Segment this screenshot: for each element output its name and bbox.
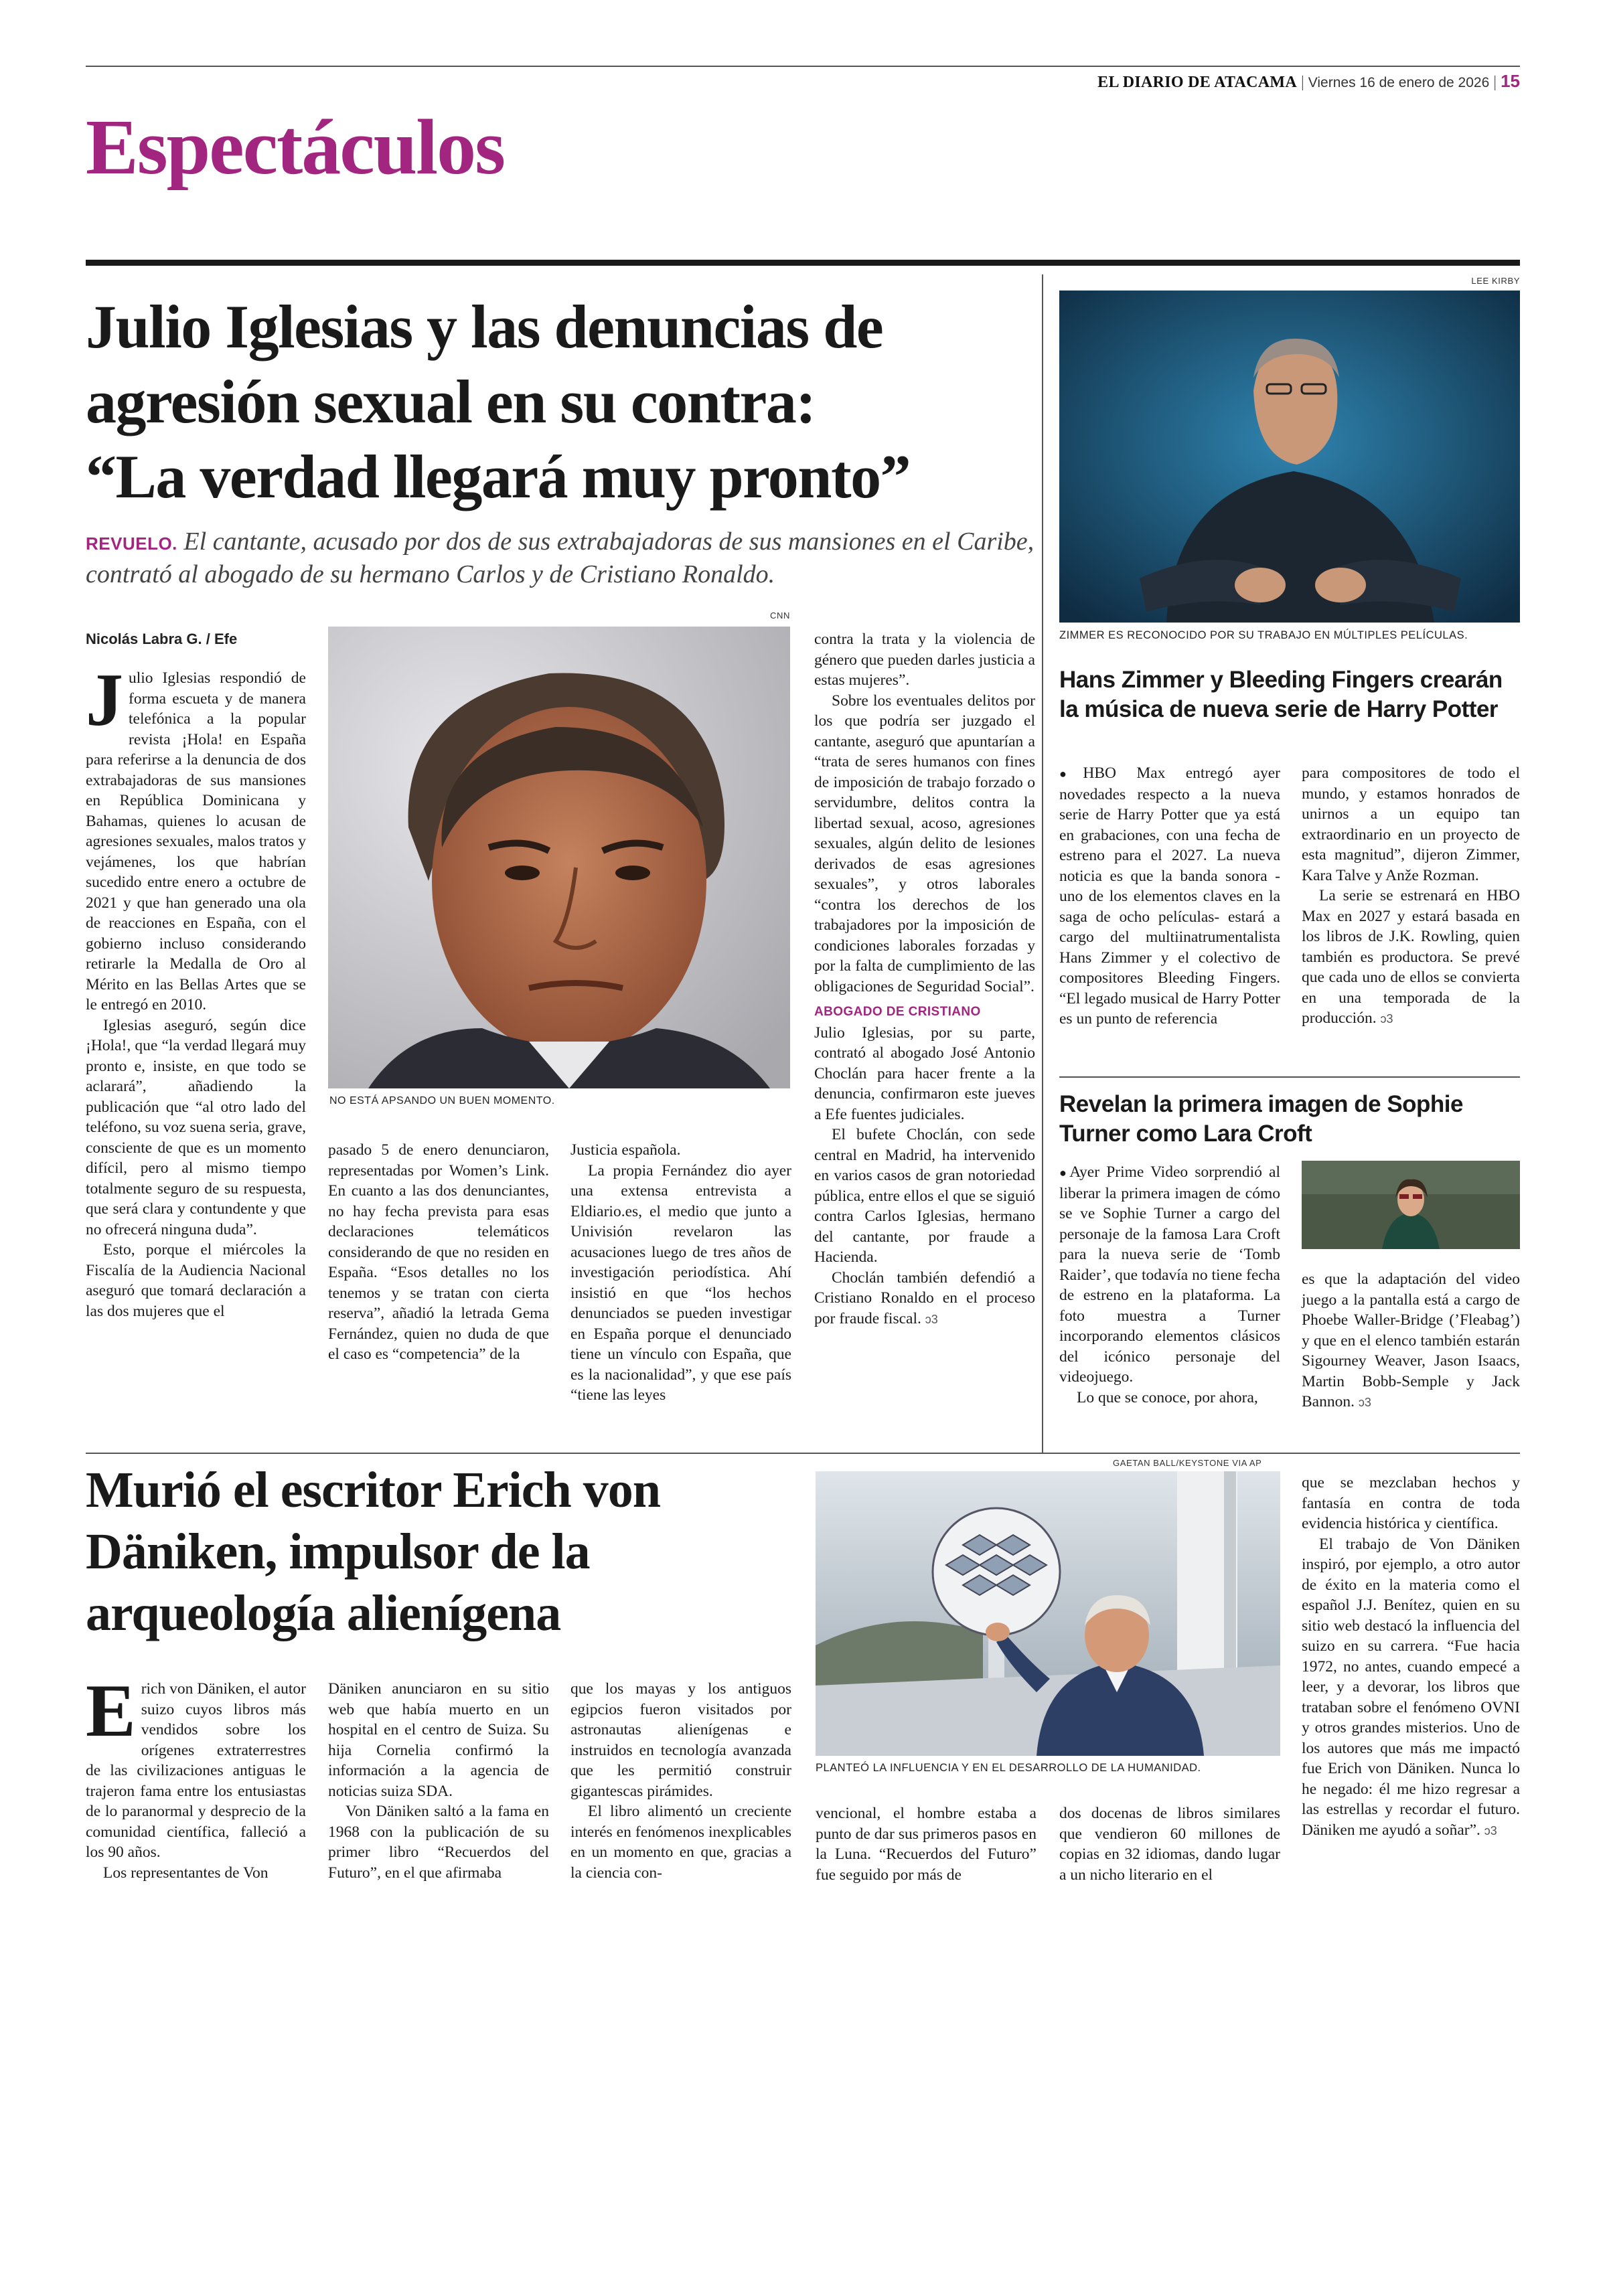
julio-iglesias-photo (328, 627, 790, 1088)
dropcap-e: E (86, 1669, 136, 1752)
daniken-col2-para-2: Von Däniken saltó a la fama en 1968 con la publicación de su primer libro “Recuerdos del Futuro”, en el que afirmaba (328, 1803, 549, 1882)
daniken-col3-para-2: El libro alimentó un creciente interés en fenómenos inexplicables en un momento en que, gracias a la ciencia con- (570, 1803, 791, 1882)
zimmer-headline: Hans Zimmer y Bleeding Fingers crearán la música de nueva serie de Harry Potter (1059, 667, 1503, 722)
zimmer-col1-para: ●HBO Max entregó ayer novedades respecto a la nueva serie de Harry Potter que ya está en grabaciones, con una fecha de estreno para el 2027. La nueva noticia es que la banda sonora -uno de los elementos claves en la saga de ocho películas- estará a cargo del multiinatrumentalista Hans Zimmer y el colectivo de compositores Bleeding Fingers. “El legado musical de Harry Potter es un punto de referencia (1059, 764, 1280, 1028)
running-head: EL DIARIO DE ATACAMA | Viernes 16 de enero de 2026 | 15 (1097, 71, 1520, 91)
daniken-column-6 (1302, 1473, 1520, 1928)
main-column-3 (570, 1140, 791, 1448)
hans-zimmer-photo (1059, 291, 1520, 623)
main-col4-para-4: El bufete Choclán, con sede central en Madrid, ha intervenido en varios casos de gran notoriedad pública, entre ellos el que se siguió contra Carlos Iglesias, hermano del cantante, por fraude a Hacienda. (814, 1126, 1035, 1266)
daniken-headline-line-2: Däniken, impulsor de la (86, 1524, 590, 1580)
main-col3-para-2: La propia Fernández dio ayer una extensa entrevista a Eldiario.es, el medio que junto a Univisión revelaron las acusaciones luego de tres años de investigación periodística. Ahí insistió en que “los hechos denunciados se pueden investigar en España porque el denunciado tiene un vínculo con España, que es la nacionalidad”, y que ese país “tiene las leyes (570, 1161, 791, 1404)
daniken-col2-para-1: Däniken anunciaron en su sitio web que había muerto en un hospital en el centro de Suiza. Su hija Cornelia confirmó la información a la agencia de noticias suiza SDA. (328, 1680, 549, 1800)
sophie-col1-para-1: ●Ayer Prime Video sorprendió al liberar la primera imagen de cómo se ve Sophie Turner a cargo del personaje de la famosa Lara Croft para la nueva serie de ‘Tomb Raider’, que todavía no tiene fecha de estreno en la plataforma. La foto muestra a Turner incorporando elementos clásicos del icónico personaje del videojuego. (1059, 1163, 1281, 1386)
end-mark: ↄ3 (1358, 1396, 1371, 1409)
daniken-col3-para-1: que los mayas y los antiguos egipcios fueron visitados por astronautas alienígenas e instruidos en tecnología avanzada que les permitió construir gigantescas pirámides. (570, 1680, 791, 1800)
sophie-column-1 (1059, 1162, 1280, 1443)
paper-name: EL DIARIO DE ATACAMA (1097, 74, 1297, 91)
zimmer-column-1 (1059, 763, 1280, 1058)
main-top-rule (86, 260, 1520, 266)
daniken-col6-para-1: que se mezclaban hechos y fantasía en contra de toda evidencia histórica y científica. (1302, 1474, 1520, 1532)
daniken-col4-para: vencional, el hombre estaba a punto de dar sus primeros pasos en la Luna. “Recuerdos del Futuro” fue seguido por más de (816, 1805, 1037, 1884)
bullet-icon: ● (1059, 767, 1083, 781)
deck-kicker: REVUELO. (86, 534, 177, 554)
vertical-divider (1042, 274, 1043, 1453)
zimmer-column-2 (1302, 763, 1520, 1058)
main-column-2 (328, 1140, 549, 1448)
main-column-1 (86, 659, 306, 1445)
daniken-column-4 (816, 1803, 1037, 1924)
daniken-col1-para-1: Erich von Däniken, el autor suizo cuyos libros más vendidos sobre los orígenes extraterrestres de las civilizaciones antiguas le trajeron fama entre los entusiastas de lo paranormal y desprecio de la comunidad científica, falleció a los 90 años. (86, 1669, 306, 1861)
main-col4-para-3: Julio Iglesias, por su parte, contrató al abogado José Antonio Choclán para hacer frente a la denuncia, confirmaron este jueves a Efe fuentes judiciales. (814, 1023, 1035, 1123)
byline: Nicolás Labra G. / Efe (86, 631, 238, 647)
dropcap-j: J (86, 659, 123, 742)
main-col4-para-5: Choclán también defendió a Cristiano Ronaldo en el proceso por fraude fiscal. ↄ3 (814, 1268, 1035, 1327)
daniken-top-rule (86, 1453, 1520, 1454)
daniken-column-5 (1059, 1803, 1280, 1924)
daniken-headline-line-3: arqueología alienígena (86, 1585, 561, 1641)
main-col1-para-1: Julio Iglesias respondió de forma escueta y de manera telefónica a la popular revista ¡Hola! en España para referirse a la denuncia de dos extrabajadoras de sus mansiones en República Dominicana y Bahamas, quienes lo acusan de agresiones sexuales, malos tratos y vejámenes, los que habrían sucedido entre enero a octubre de 2021 y que han generado una ola de reacciones en España, con el gobierno incluso considerando retirarle la Medalla de Oro al Mérito en las Bellas Artes que se le entregó en 2010. (86, 659, 306, 1013)
subhead-abogado: ABOGADO DE CRISTIANO (814, 1005, 981, 1019)
section-title: Espectáculos (86, 103, 504, 191)
deck (86, 526, 1037, 590)
bullet-icon: ● (1059, 1166, 1070, 1179)
zimmer-photo-credit: LEE KIRBY (1471, 276, 1520, 286)
sophie-turner-photo (1302, 1161, 1520, 1249)
sophie-headline: Revelan la primera imagen de Sophie Turner como Lara Croft (1059, 1091, 1463, 1147)
main-column-4 (814, 629, 1035, 1449)
main-col1-para-3: Esto, porque el miércoles la Fiscalía de la Audiencia Nacional aseguró que tomará declaración a las dos mujeres que el (86, 1241, 306, 1320)
daniken-photo-caption: PLANTEÓ LA INFLUENCIA Y EN EL DESARROLLO DE LA HUMANIDAD. (816, 1762, 1201, 1774)
end-mark: ↄ3 (1380, 1012, 1393, 1026)
zimmer-photo-caption: ZIMMER ES RECONOCIDO POR SU TRABAJO EN MÚLTIPLES PELÍCULAS. (1059, 629, 1468, 641)
julio-photo-caption: NO ESTÁ APSANDO UN BUEN MOMENTO. (329, 1095, 555, 1106)
top-rule (86, 66, 1520, 67)
erich-von-daniken-photo (816, 1471, 1280, 1756)
zimmer-col2-para-2: La serie se estrenará en HBO Max en 2027 y estará basada en los libros de J.K. Rowling, quien también es productora. Se prevé que cada uno de ellos se convierta en una temporada de la producción. ↄ3 (1302, 887, 1520, 1027)
main-headline (86, 289, 1037, 514)
headline-line-2: agresión sexual en su contra: (86, 367, 816, 436)
daniken-col6-para-2: El trabajo de Von Däniken inspiró, por ejemplo, a otro autor de éxito en la materia como el español J.J. Benítez, quien en su sitio web destacó la influencia del suizo en su carrera. “Fue hacia 1972, no antes, cuando empecé a leer, y a devorar, los libros que trataban sobre el fenómeno OVNI y otros grandes misterios. Uno de los autores que más me impactó fue Erich von Däniken. Nunca lo he negado: él me hizo regresar a las estrellas y recordar el futuro. Däniken me ayudó a soñar”. ↄ3 (1302, 1535, 1520, 1839)
zimmer-col2-para-1: para compositores de todo el mundo, y estamos honrados de unirnos a un equipo tan extraordinario en un proyecto de esta magnitud”, dijeron Zimmer, Kara Talve y Anže Rozman. (1302, 764, 1520, 884)
sophie-col2-para: es que la adaptación del video juego a la pantalla está a cargo de Phoebe Waller-Bridge (’Fleabag’) y que en el elenco también estarán Sigourney Weaver, Jason Isaacs, Martin Bobb-Semple y Jack Bannon. ↄ3 (1302, 1270, 1520, 1410)
deck-text: El cantante, acusado por dos de sus extrabajadoras de sus mansiones en el Caribe, contrató al abogado de su hermano Carlos y de Cristiano Ronaldo. (86, 527, 1035, 588)
end-mark: ↄ3 (1484, 1823, 1497, 1837)
headline-line-1: Julio Iglesias y las denuncias de (86, 293, 883, 361)
daniken-photo-credit: GAETAN BALL/KEYSTONE VIA AP (1113, 1458, 1262, 1468)
julio-photo-credit: CNN (770, 610, 790, 621)
story-divider (1059, 1076, 1520, 1078)
headline-line-3: “La verdad llegará muy pronto” (86, 442, 911, 511)
main-col4-para-1: contra la trata y la violencia de género que pueden darles justicia a estas mujeres”. (814, 631, 1035, 689)
daniken-column-3 (570, 1679, 791, 1920)
daniken-headline (86, 1459, 795, 1644)
issue-date: Viernes 16 de enero de 2026 (1308, 75, 1490, 90)
main-col1-para-2: Iglesias aseguró, según dice ¡Hola!, que “la verdad llegará muy pronto e, insiste, en que todo se aclarará”, añadiendo la publicación que “al otro lado del teléfono, su voz suena seria, grave, consciente de que es un momento difícil, pero al mismo tiempo totalmente seguro de su respuesta, que será clara y contundente y que no ofrecerá ninguna duda”. (86, 1016, 306, 1238)
daniken-col1-para-2: Los representantes de Von (103, 1864, 269, 1882)
daniken-column-2 (328, 1679, 549, 1920)
daniken-headline-line-1: Murió el escritor Erich von (86, 1462, 661, 1518)
main-col3-para-1: Justicia española. (570, 1141, 681, 1159)
main-col4-para-2: Sobre los eventuales delitos por los que podría ser juzgado el cantante, aseguró que apuntarían a “trata de seres humanos con fines de imposición de trabajo forzado o servidumbre, delitos contra la libertad sexual, acoso, agresiones sexuales, algún delito de lesiones derivados de esas agresiones sexuales”, y otros laborales “contra los derechos de los trabajadores por la imposición de condiciones laborales forzadas y por la falta de cumplimiento de las obligaciones de Seguridad Social”. (814, 691, 1035, 995)
page-number: 15 (1501, 71, 1520, 91)
sophie-col1-para-2: Lo que se conoce, por ahora, (1077, 1388, 1258, 1406)
main-col2-para-1: pasado 5 de enero denunciaron, representadas por Women’s Link. En cuanto a las dos denunciantes, no hay fecha prevista para esas declaraciones telemáticos considerando de que no residen en España. “Esos detalles no los tenemos y se tratan con cierta reserva”, añadió la letrada Gema Fernández, quien no duda de que el caso es “competencia” de la (328, 1141, 549, 1363)
daniken-column-1 (86, 1669, 306, 1920)
daniken-col5-para: dos docenas de libros similares que vendieron 60 millones de copias en 32 idiomas, dando lugar a un nicho literario en el (1059, 1805, 1280, 1884)
end-mark: ↄ3 (925, 1312, 938, 1326)
sophie-column-2 (1302, 1269, 1520, 1443)
